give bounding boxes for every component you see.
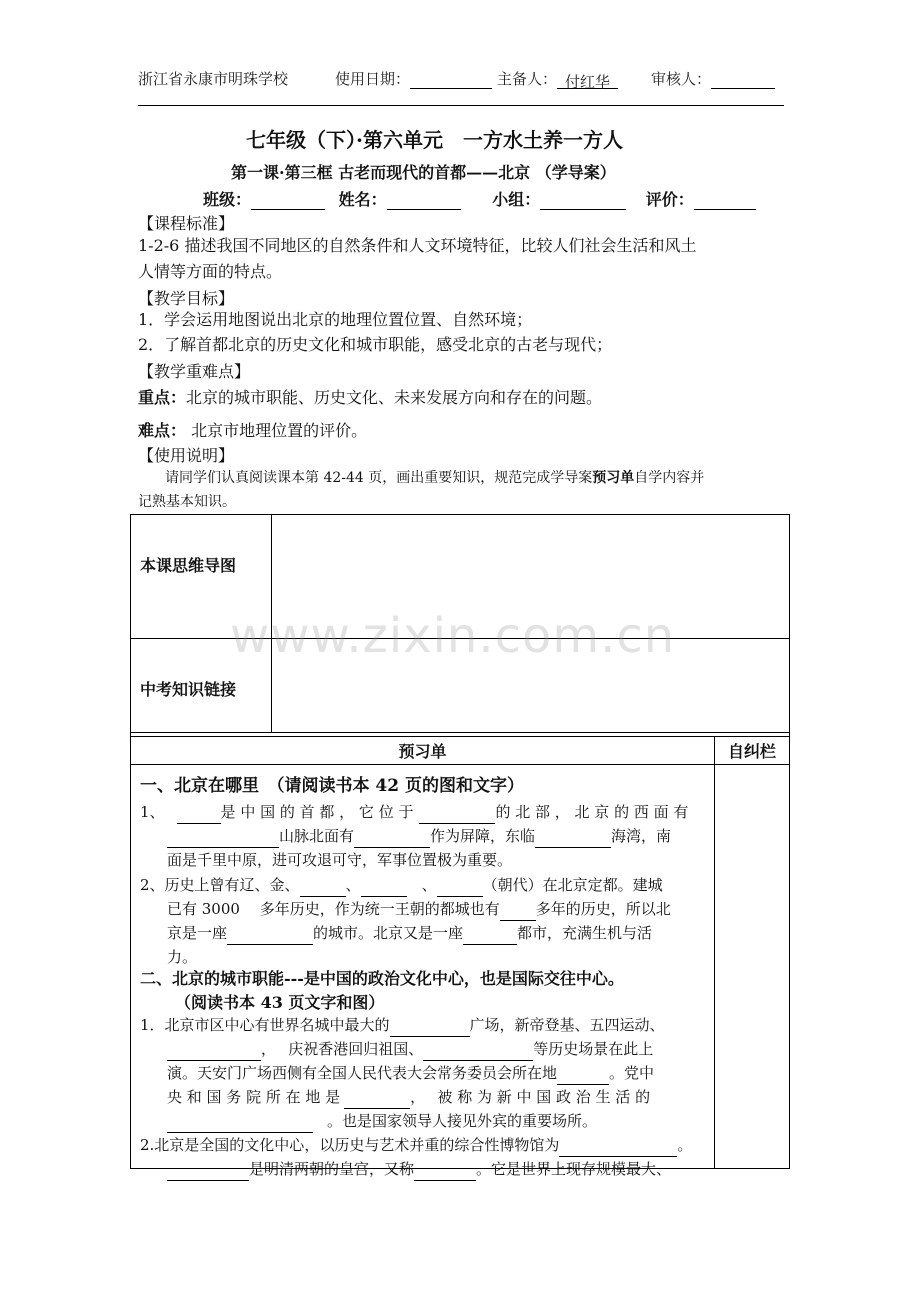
p1-text-h: ， 被 称 为 新 中 国 政 治 生 活 的	[410, 1088, 651, 1106]
q2-line-2	[167, 897, 671, 921]
key-point	[138, 386, 602, 410]
mindmap-label: 本课思维导图	[140, 556, 237, 575]
date-label: 使用日期：	[335, 70, 411, 88]
q1-text-b: 是 中 国 的 首 都 ， 它 位 于	[220, 803, 414, 821]
q2-text-f: 多年的历史，所以北	[535, 900, 671, 918]
p2-text-b: 。	[677, 1136, 693, 1154]
p1-text-d: 等历史场景在此上	[533, 1040, 654, 1058]
lesson-subtitle: 第一课·第三框 古老而现代的首都——北京 （学导案）	[231, 163, 616, 182]
preparer-label: 主备人：	[497, 70, 558, 88]
p1-text-g: 央 和 国 务 院 所 在 地 是	[167, 1088, 341, 1106]
p1-text-b: 广场，新帝登基、五四运动、	[469, 1016, 665, 1034]
header-school: 浙江省永康市明珠学校	[138, 70, 289, 88]
q2-text-b: 、	[345, 876, 361, 894]
q1-blank-5	[535, 830, 611, 848]
q2-line-1	[140, 873, 663, 897]
q1-blank-1	[177, 806, 221, 824]
name-label: 姓名：	[338, 190, 387, 209]
p1-text-c: ， 庆祝香港回归祖国、	[261, 1040, 424, 1058]
goal-2: 2．了解首都北京的历史文化和城市职能，感受北京的古老与现代；	[138, 335, 613, 354]
q2-line-4: 力。	[167, 948, 198, 966]
q1-text-e: 作为屏障，东临	[430, 827, 536, 845]
header-date	[335, 68, 492, 89]
p1-line-4	[167, 1085, 650, 1109]
usage-text-a: 请同学们认真阅读课本第 42-44 页，画出重要知识，规范完成学导案	[165, 470, 593, 486]
grade-label: 评价：	[645, 190, 694, 209]
q1-blank-4	[354, 830, 430, 848]
p2-line-1	[140, 1133, 692, 1157]
usage-text-bold: 预习单	[592, 470, 635, 486]
header-rule	[138, 105, 784, 106]
p1-line-5	[167, 1109, 597, 1133]
p1-line-3	[167, 1061, 654, 1085]
group-blank	[540, 192, 626, 210]
p2-text-a: 2.北京是全国的文化中心，以历史与艺术并重的综合性博物馆为	[140, 1136, 560, 1154]
q2-blank-2	[361, 879, 407, 897]
goals-heading: 【教学目标】	[138, 289, 235, 308]
q1-text-c: 的 北 部 ， 北 京 的 西 面 有	[495, 803, 689, 821]
p1-text-f: 。党中	[609, 1064, 655, 1082]
q2-text-a: 2、历史上曾有辽、金、	[140, 876, 300, 894]
key-text: 北京的城市职能、历史文化、未来发展方向和存在的问题。	[186, 388, 603, 407]
preview-heading: 预习单	[398, 742, 447, 761]
usage-text-c: 自学内容并	[634, 470, 705, 486]
group-label: 小组：	[492, 190, 541, 209]
standard-text-1: 1-2-6 描述我国不同地区的自然条件和人文环境特征，比较人们社会生活和风土	[138, 236, 697, 255]
q2-text-d: （朝代）在北京定都。建城	[482, 876, 663, 894]
watermark: www.zixin.com.cn	[230, 608, 676, 664]
p1-text-a: 1．北京市区中心有世界名城中最大的	[140, 1016, 390, 1034]
q1-blank-2	[419, 806, 495, 824]
self-head-cell	[715, 737, 790, 765]
q2-text-g: 京是一座	[167, 924, 228, 942]
part2-title: 二、北京的城市职能---是中国的政治文化中心，也是国际交往中心。	[140, 969, 624, 988]
reviewer-blank	[711, 71, 775, 89]
grade-blank	[694, 192, 756, 210]
key-points-heading: 【教学重难点】	[138, 362, 251, 381]
q1-line-3: 面是千里中原，进可攻退可守，军事位置极为重要。	[167, 851, 513, 869]
class-blank	[251, 192, 325, 210]
key-label: 重点：	[138, 388, 187, 407]
p1-blank-5	[344, 1091, 410, 1109]
reviewer-label: 审核人：	[651, 70, 712, 88]
q2-blank-5	[227, 927, 313, 945]
p1-blank-4	[557, 1067, 609, 1085]
student-fields	[203, 187, 756, 210]
q2-text-i: 都市，充满生机与活	[517, 924, 653, 942]
exam-label: 中考知识链接	[140, 680, 237, 699]
p2-text-d: 。它是世界上现存规模最大、	[476, 1160, 672, 1178]
p1-blank-2	[167, 1043, 261, 1061]
q1-line-2	[167, 824, 671, 848]
name-blank	[387, 192, 461, 210]
preview-head-cell	[131, 737, 715, 765]
q2-blank-4	[500, 903, 536, 921]
header-reviewer	[651, 68, 775, 89]
p1-line-1	[140, 1013, 665, 1037]
p2-text-c: 是明清两朝的皇宫，又称	[249, 1160, 415, 1178]
q2-line-3	[167, 921, 652, 945]
header-preparer	[497, 68, 618, 89]
q2-blank-6	[463, 927, 517, 945]
p1-text-i: 。也是国家领导人接见外宾的重要场所。	[327, 1112, 598, 1130]
diff-text: 北京市地理位置的评价。	[186, 421, 368, 440]
standard-text-2: 人情等方面的特点。	[138, 262, 283, 281]
q1-line-1	[140, 800, 688, 824]
q2-text-h: 的城市。北京又是一座	[313, 924, 464, 942]
usage-heading: 【使用说明】	[138, 446, 235, 465]
preparer-name: 付红华	[557, 71, 618, 89]
self-correction-cell[interactable]	[715, 765, 790, 1169]
q2-blank-3	[437, 879, 483, 897]
p2-blank-2	[167, 1163, 249, 1181]
date-blank	[410, 71, 492, 89]
p1-blank-6	[167, 1115, 313, 1133]
q2-blank-1	[300, 879, 346, 897]
diff-label: 难点：	[138, 421, 187, 440]
q2-text-c: 、	[406, 876, 437, 894]
q1-num: 1、	[140, 803, 165, 821]
q1-blank-3	[167, 830, 279, 848]
p2-blank-1	[559, 1139, 677, 1157]
p2-line-2	[167, 1157, 671, 1181]
q1-text-f: 海湾，南	[611, 827, 672, 845]
usage-line-1	[165, 467, 704, 489]
part1-title: 一、北京在哪里 （请阅读书本 42 页的图和文字）	[140, 776, 524, 796]
p1-text-e: 演。天安门广场西侧有全国人民代表大会常务委员会所在地	[167, 1064, 558, 1082]
standard-heading: 【课程标准】	[138, 214, 235, 233]
goal-1: 1．学会运用地图说出北京的地理位置位置、自然环境；	[138, 310, 533, 329]
usage-line-2: 记熟基本知识。	[138, 494, 236, 510]
page-title: 七年级（下）·第六单元 一方水土养一方人	[246, 128, 623, 152]
self-correction-heading: 自纠栏	[727, 742, 776, 761]
p1-line-2	[167, 1037, 653, 1061]
p1-blank-1	[390, 1019, 470, 1037]
difficulty-point	[138, 419, 367, 443]
class-label: 班级：	[203, 190, 252, 209]
p2-blank-3	[414, 1163, 476, 1181]
p1-blank-3	[423, 1043, 533, 1061]
q1-text-d: 山脉北面有	[279, 827, 355, 845]
part2-subtitle: （阅读书本 43 页文字和图）	[175, 993, 385, 1012]
q2-text-e: 已有 3000 多年历史，作为统一王朝的都城也有	[167, 900, 500, 918]
